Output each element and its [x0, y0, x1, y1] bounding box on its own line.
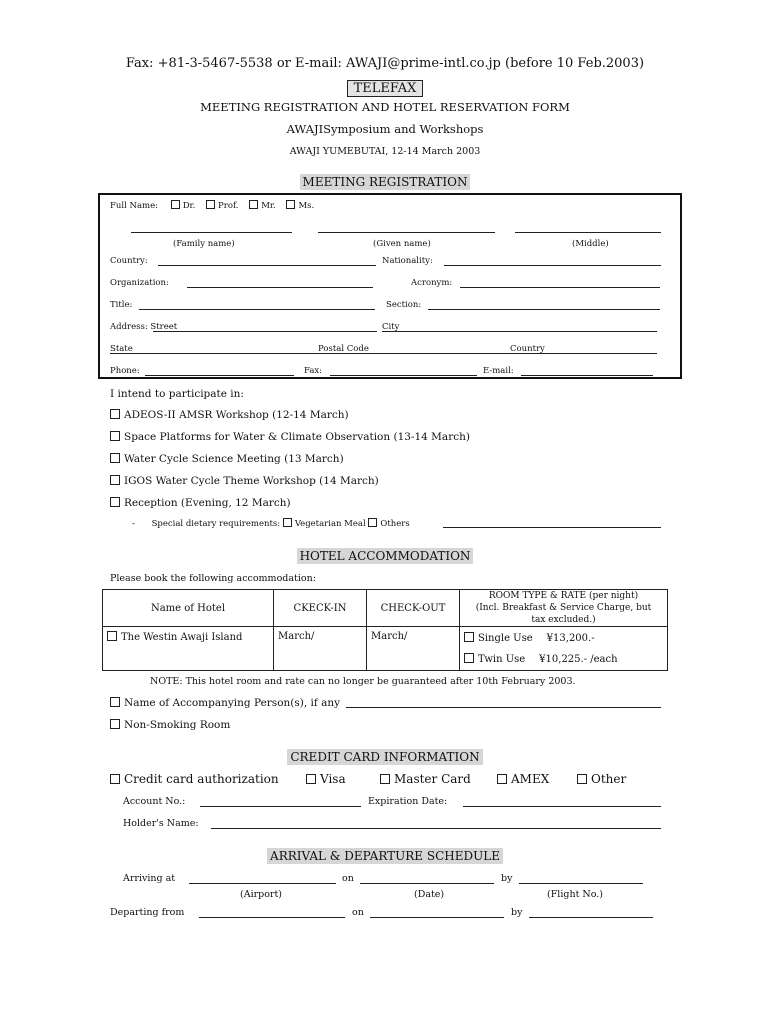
arrival-on-label: on	[342, 873, 354, 884]
salutation-mr[interactable]: Mr.	[249, 201, 276, 211]
checkbox-icon[interactable]	[171, 200, 180, 209]
organization-label: Organization:	[110, 278, 169, 288]
col-hotel-header: Name of Hotel	[103, 590, 274, 627]
flight-caption: (Flight No.)	[547, 889, 604, 900]
table-row	[103, 627, 668, 649]
amex-option[interactable]: AMEX	[497, 772, 549, 786]
middle-name-caption: (Middle)	[572, 239, 609, 249]
credit-heading-wrap	[0, 746, 770, 765]
account-label: Account No.:	[123, 796, 186, 807]
arrival-by-label: by	[501, 873, 513, 884]
family-name-caption: (Family name)	[173, 239, 235, 249]
middle-name-field[interactable]	[515, 232, 661, 233]
arrival-airport-field[interactable]	[189, 883, 336, 884]
schedule-heading-wrap	[0, 845, 770, 864]
checkbox-icon[interactable]	[464, 632, 474, 642]
telefax-wrap	[0, 77, 770, 97]
airport-caption: (Airport)	[240, 889, 283, 900]
given-name-caption: (Given name)	[373, 239, 431, 249]
col-checkout-header: CHECK-OUT	[367, 590, 460, 627]
hotel-heading-wrap	[0, 545, 770, 564]
hotel-option[interactable]: The Westin Awaji Island	[103, 627, 274, 671]
city-field[interactable]	[382, 331, 657, 332]
state-postal-country-field[interactable]	[110, 353, 657, 354]
checkbox-icon[interactable]	[206, 200, 215, 209]
col-room-header: ROOM TYPE & RATE (per night) (Incl. Breakfast & Service Charge, but tax excluded.)	[460, 590, 668, 627]
postal-code-label: Postal Code	[318, 344, 369, 354]
hotel-table	[102, 589, 668, 671]
given-name-field[interactable]	[318, 232, 495, 233]
fax-label: Fax:	[304, 366, 323, 376]
venue-date: AWAJI YUMEBUTAI, 12-14 March 2003	[289, 146, 481, 157]
salutation-prof[interactable]: Prof.	[206, 201, 238, 211]
checkbox-icon[interactable]	[286, 200, 295, 209]
meeting-heading: MEETING REGISTRATION	[300, 174, 471, 190]
section-label: Section:	[386, 300, 422, 310]
date-caption: (Date)	[414, 889, 445, 900]
checkbox-icon[interactable]	[497, 774, 507, 784]
other-card-option[interactable]: Other	[577, 772, 626, 786]
street-field[interactable]	[153, 331, 377, 332]
schedule-heading: ARRIVAL & DEPARTURE SCHEDULE	[267, 848, 503, 864]
nonsmoking-option[interactable]: Non-Smoking Room	[110, 719, 230, 731]
others-option[interactable]: Others	[368, 519, 409, 529]
checkbox-icon[interactable]	[110, 453, 120, 463]
arrival-flight-field[interactable]	[519, 883, 643, 884]
address-label: Address: Street	[110, 322, 178, 332]
checkbox-icon[interactable]	[249, 200, 258, 209]
departure-airport-field[interactable]	[199, 917, 345, 918]
departure-flight-field[interactable]	[529, 917, 653, 918]
accompanying-option[interactable]: Name of Accompanying Person(s), if any	[110, 697, 340, 709]
fax-field[interactable]	[330, 375, 477, 376]
acronym-label: Acronym:	[411, 278, 453, 288]
checkbox-icon[interactable]	[283, 518, 292, 527]
checkout-cell[interactable]: March/	[367, 627, 460, 671]
checkbox-icon[interactable]	[107, 631, 117, 641]
credit-heading: CREDIT CARD INFORMATION	[287, 749, 482, 765]
others-field[interactable]	[443, 527, 661, 528]
meeting-heading-wrap	[0, 171, 770, 190]
checkbox-icon[interactable]	[380, 774, 390, 784]
participation-item[interactable]: Reception (Evening, 12 March)	[110, 497, 291, 509]
table-header-row	[103, 590, 668, 627]
salutation-ms[interactable]: Ms.	[286, 201, 314, 211]
checkin-cell[interactable]: March/	[274, 627, 367, 671]
departure-date-field[interactable]	[370, 917, 504, 918]
section-field[interactable]	[428, 309, 660, 310]
salutation-dr[interactable]: Dr.	[171, 201, 196, 211]
checkbox-icon[interactable]	[306, 774, 316, 784]
checkbox-icon[interactable]	[110, 409, 120, 419]
fax-line: Fax: +81-3-5467-5538 or E-mail: AWAJI@prime-intl.co.jp (before 10 Feb.2003)	[125, 56, 645, 71]
checkbox-icon[interactable]	[110, 497, 120, 507]
phone-field[interactable]	[145, 375, 294, 376]
nationality-label: Nationality:	[382, 256, 433, 266]
city-label: City	[382, 322, 400, 332]
departing-label: Departing from	[110, 907, 185, 918]
checkbox-icon[interactable]	[110, 774, 120, 784]
organization-field[interactable]	[187, 287, 373, 288]
telefax-label: TELEFAX	[347, 80, 424, 97]
participation-item[interactable]: Water Cycle Science Meeting (13 March)	[110, 453, 344, 465]
checkbox-icon[interactable]	[110, 719, 120, 729]
email-field[interactable]	[521, 375, 653, 376]
holder-field[interactable]	[211, 828, 661, 829]
single-use-option[interactable]: Single Use ¥13,200.-	[460, 627, 668, 649]
country-field[interactable]	[158, 265, 376, 266]
arriving-label: Arriving at	[123, 873, 176, 884]
phone-label: Phone:	[110, 366, 140, 376]
full-name-row	[110, 200, 314, 211]
checkbox-icon[interactable]	[577, 774, 587, 784]
participation-item[interactable]: Space Platforms for Water & Climate Observation (13-14 March)	[110, 431, 470, 443]
bullet: -	[132, 519, 135, 529]
mastercard-option[interactable]: Master Card	[380, 772, 471, 786]
acronym-field[interactable]	[460, 287, 660, 288]
departure-by-label: by	[511, 907, 523, 918]
visa-option[interactable]: Visa	[306, 772, 346, 786]
col-checkin-header: CKECK-IN	[274, 590, 367, 627]
meeting-registration-box	[98, 193, 682, 379]
state-label: State	[110, 344, 133, 354]
participation-item[interactable]: IGOS Water Cycle Theme Workshop (14 March)	[110, 475, 379, 487]
form-title: MEETING REGISTRATION AND HOTEL RESERVATION FORM	[200, 100, 570, 114]
vegetarian-option[interactable]: Vegetarian Meal	[283, 519, 366, 529]
departure-on-label: on	[352, 907, 364, 918]
account-field[interactable]	[200, 806, 361, 807]
expiration-field[interactable]	[463, 806, 661, 807]
checkbox-icon[interactable]	[110, 431, 120, 441]
dietary-row	[132, 518, 410, 529]
checkbox-icon[interactable]	[110, 697, 120, 707]
checkbox-icon[interactable]	[464, 653, 474, 663]
street-label: Street	[150, 322, 178, 332]
event-name: AWAJISymposium and Workshops	[286, 122, 484, 136]
title-field[interactable]	[139, 309, 375, 310]
email-label: E-mail:	[483, 366, 514, 376]
expiration-label: Expiration Date:	[368, 796, 448, 807]
nationality-field[interactable]	[444, 265, 661, 266]
family-name-field[interactable]	[131, 232, 292, 233]
country-label: Country:	[110, 256, 148, 266]
checkbox-icon[interactable]	[110, 475, 120, 485]
participation-intro: I intend to participate in:	[110, 388, 244, 400]
title-label: Title:	[110, 300, 133, 310]
arrival-date-field[interactable]	[360, 883, 494, 884]
hotel-heading: HOTEL ACCOMMODATION	[297, 548, 474, 564]
dietary-label: Special dietary requirements:	[151, 519, 281, 529]
twin-use-option[interactable]: Twin Use ¥10,225.- /each	[460, 649, 668, 671]
participation-item[interactable]: ADEOS-II AMSR Workshop (12-14 March)	[110, 409, 349, 421]
full-name-label: Full Name:	[110, 201, 158, 211]
holder-label: Holder's Name:	[123, 818, 199, 829]
accompanying-field[interactable]	[346, 707, 661, 708]
hotel-note: NOTE: This hotel room and rate can no longer be guaranteed after 10th February 2003.	[150, 676, 576, 687]
addr-country-label: Country	[510, 344, 545, 354]
credit-auth-option[interactable]: Credit card authorization	[110, 772, 279, 786]
hotel-intro: Please book the following accommodation:	[110, 573, 316, 584]
checkbox-icon[interactable]	[368, 518, 377, 527]
